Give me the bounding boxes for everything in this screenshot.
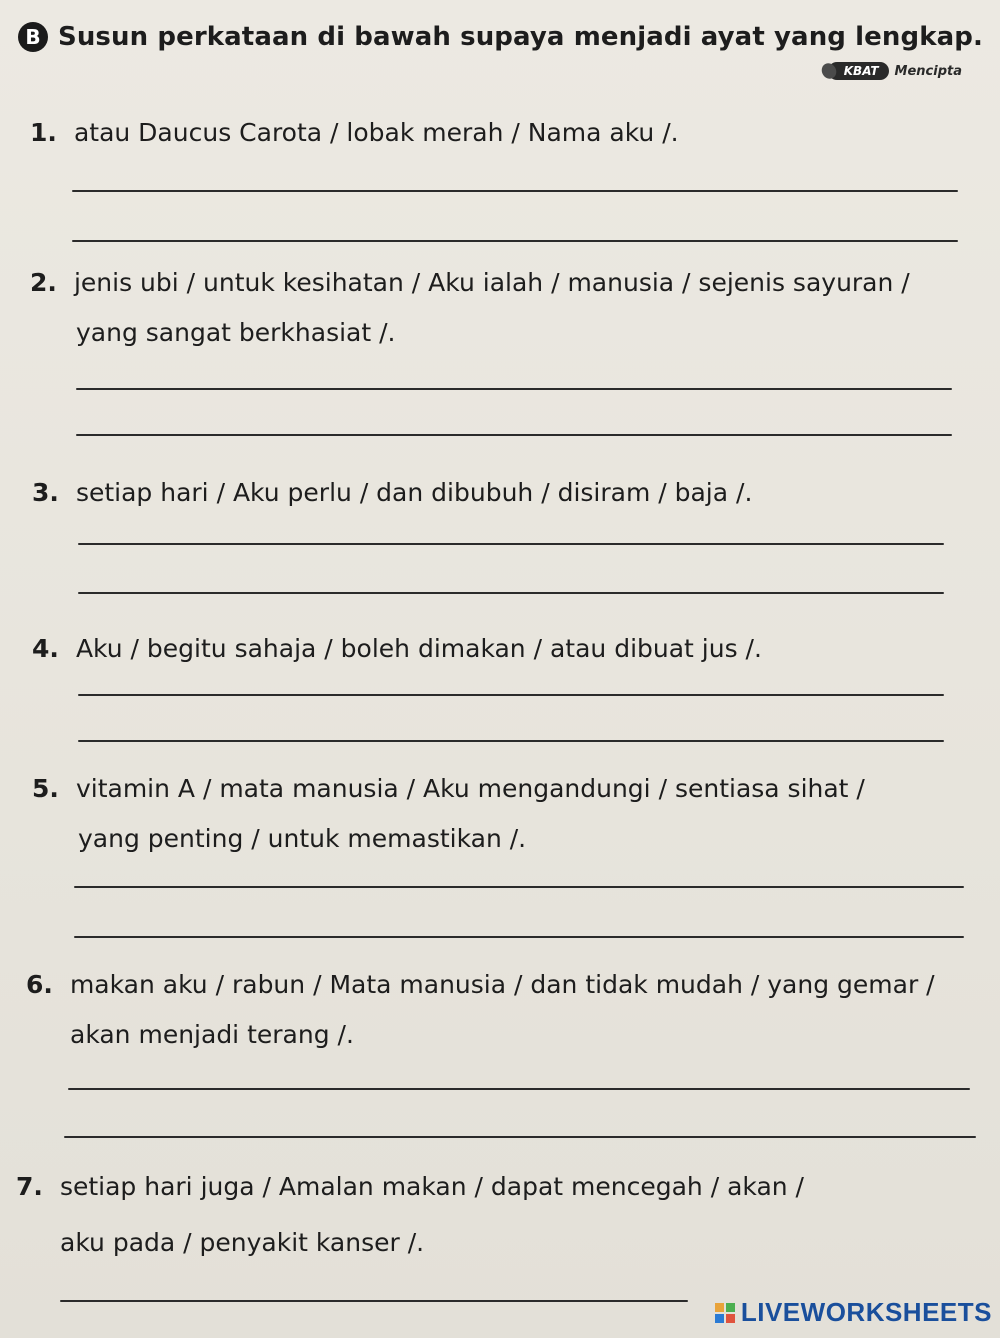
answer-line[interactable] <box>68 1088 970 1090</box>
question-5-continued <box>78 824 526 854</box>
liveworksheets-watermark <box>715 1297 992 1328</box>
question-text: jenis ubi / untuk kesihatan / Aku ialah / manusia / sejenis sayuran / <box>73 268 910 297</box>
question-4 <box>32 634 762 664</box>
question-text: aku pada / penyakit kanser /. <box>60 1228 425 1257</box>
answer-line[interactable] <box>64 1136 976 1138</box>
question-2-continued <box>76 318 395 348</box>
instruction-text: Susun perkataan di bawah supaya menjadi ayat yang lengkap. <box>58 22 983 52</box>
instruction-header <box>18 22 983 52</box>
section-badge: B <box>18 22 48 52</box>
question-text: setiap hari juga / Amalan makan / dapat mencegah / akan / <box>59 1172 804 1201</box>
answer-line[interactable] <box>78 543 944 545</box>
question-number: 5. <box>32 774 59 803</box>
question-6-continued <box>70 1020 354 1050</box>
question-number: 2. <box>30 268 57 297</box>
question-text: makan aku / rabun / Mata manusia / dan tidak mudah / yang gemar / <box>69 970 935 999</box>
kbat-tag <box>828 62 962 80</box>
question-1 <box>30 118 679 148</box>
question-text: vitamin A / mata manusia / Aku mengandungi / sentiasa sihat / <box>75 774 865 803</box>
question-text: akan menjadi terang /. <box>70 1020 354 1049</box>
question-number: 3. <box>32 478 59 507</box>
answer-line[interactable] <box>76 434 952 436</box>
question-3 <box>32 478 752 508</box>
answer-line[interactable] <box>78 740 944 742</box>
question-text: yang sangat berkhasiat /. <box>76 318 396 347</box>
answer-line[interactable] <box>78 592 944 594</box>
kbat-badge: KBAT <box>828 62 889 80</box>
question-number: 1. <box>30 118 57 147</box>
answer-line[interactable] <box>76 388 952 390</box>
question-2 <box>30 268 910 298</box>
question-text: setiap hari / Aku perlu / dan dibubuh / disiram / baja /. <box>75 478 753 507</box>
question-7-continued <box>60 1228 424 1258</box>
answer-line[interactable] <box>72 240 958 242</box>
question-7 <box>16 1172 804 1202</box>
liveworksheets-logo-icon <box>715 1303 735 1323</box>
answer-line[interactable] <box>60 1300 688 1302</box>
kbat-skill-label: Mencipta <box>894 63 962 79</box>
brand-text: LIVEWORKSHEETS <box>740 1297 992 1327</box>
answer-line[interactable] <box>74 886 964 888</box>
question-text: atau Daucus Carota / lobak merah / Nama aku /. <box>73 118 679 147</box>
answer-line[interactable] <box>78 694 944 696</box>
question-number: 7. <box>16 1172 43 1201</box>
question-number: 4. <box>32 634 59 663</box>
question-text: yang penting / untuk memastikan /. <box>78 824 527 853</box>
answer-line[interactable] <box>74 936 964 938</box>
question-6 <box>26 970 935 1000</box>
question-5 <box>32 774 865 804</box>
answer-line[interactable] <box>72 190 958 192</box>
question-number: 6. <box>26 970 53 999</box>
question-text: Aku / begitu sahaja / boleh dimakan / atau dibuat jus /. <box>75 634 762 663</box>
